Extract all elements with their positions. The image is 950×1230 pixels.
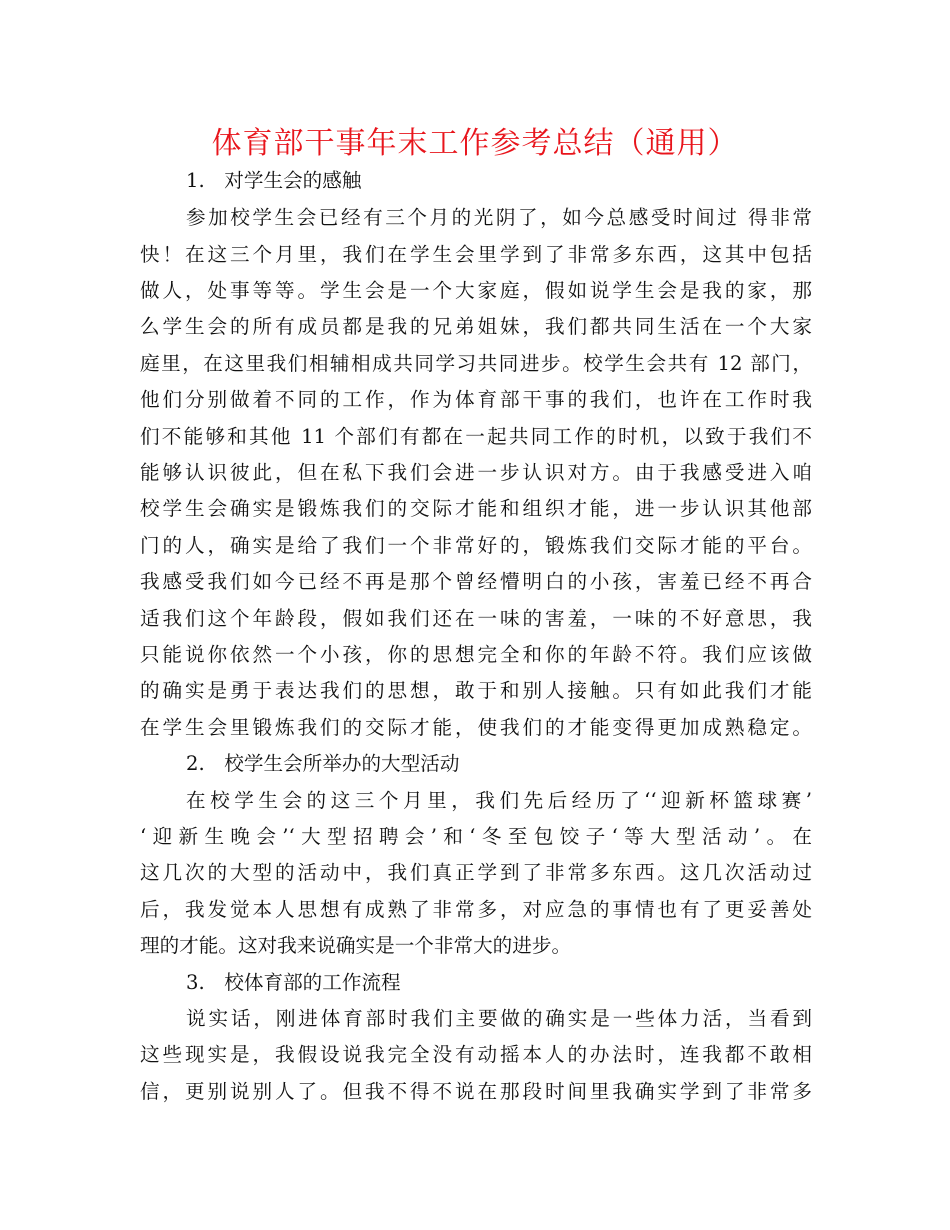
section-heading-3: 3. 校体育部的工作流程 xyxy=(186,971,401,994)
paragraph-line: 只能说你依然一个小孩，你的思想完全和你的年龄不符。我们应该做 xyxy=(140,643,812,666)
paragraph-line: 做人，处事等等。学生会是一个大家庭，假如说学生会是我的家，那 xyxy=(140,279,812,302)
paragraph-line: 说实话，刚进体育部时我们主要做的确实是一些体力活，当看到 xyxy=(186,1007,812,1030)
paragraph-line: 在校学生会的这三个月里，我们先后经历了‘‘迎新杯篮球赛’ xyxy=(186,789,812,812)
paragraph-line: 这些现实是，我假设说我完全没有动摇本人的办法时，连我都不敢相 xyxy=(140,1043,812,1066)
section-heading-2: 2. 校学生会所举办的大型活动 xyxy=(186,752,460,775)
paragraph-line: 能够认识彼此，但在私下我们会进一步认识对方。由于我感受进入咱 xyxy=(140,461,812,484)
paragraph-line: 校学生会确实是锻炼我们的交际才能和组织才能，进一步认识其他部 xyxy=(140,497,812,520)
paragraph-line: 在学生会里锻炼我们的交际才能，使我们的才能变得更加成熟稳定。 xyxy=(140,716,812,739)
paragraph-line: 适我们这个年龄段，假如我们还在一味的害羞，一味的不好意思，我 xyxy=(140,607,812,630)
paragraph-line: 么学生会的所有成员都是我的兄弟姐妹，我们都共同生活在一个大家 xyxy=(140,315,812,338)
paragraph-line: 理的才能。这对我来说确实是一个非常大的进步。 xyxy=(140,934,572,957)
paragraph-line: 庭里，在这里我们相辅相成共同学习共同进步。校学生会共有 12 部门， xyxy=(140,352,812,375)
paragraph-line: 后，我发觉本人思想有成熟了非常多，对应急的事情也有了更妥善处 xyxy=(140,898,812,921)
paragraph-line: ‘迎新生晚会’‘大型招聘会’和‘冬至包饺子‘等大型活动’。在 xyxy=(140,825,812,848)
paragraph-line: 快！在这三个月里，我们在学生会里学到了非常多东西，这其中包括 xyxy=(140,243,812,266)
document-title: 体育部干事年末工作参考总结（通用） xyxy=(211,126,739,161)
paragraph-line: 的确实是勇于表达我们的思想，敢于和别人接触。只有如此我们才能 xyxy=(140,679,812,702)
paragraph-line: 们不能够和其他 11 个部们有都在一起共同工作的时机，以致于我们不 xyxy=(140,425,812,448)
paragraph-line: 这几次的大型的活动中，我们真正学到了非常多东西。这几次活动过 xyxy=(140,861,812,884)
paragraph-line: 他们分别做着不同的工作，作为体育部干事的我们，也许在工作时我 xyxy=(140,388,812,411)
paragraph-line: 我感受我们如今已经不再是那个曾经懵明白的小孩，害羞已经不再合 xyxy=(140,570,812,593)
paragraph-line: 门的人，确实是给了我们一个非常好的，锻炼我们交际才能的平台。 xyxy=(140,534,812,557)
paragraph-line: 参加校学生会已经有三个月的光阴了，如今总感受时间过 得非常 xyxy=(186,206,812,229)
section-heading-1: 1. 对学生会的感触 xyxy=(186,169,362,192)
paragraph-line: 信，更别说别人了。但我不得不说在那段时间里我确实学到了非常多 xyxy=(140,1080,812,1103)
